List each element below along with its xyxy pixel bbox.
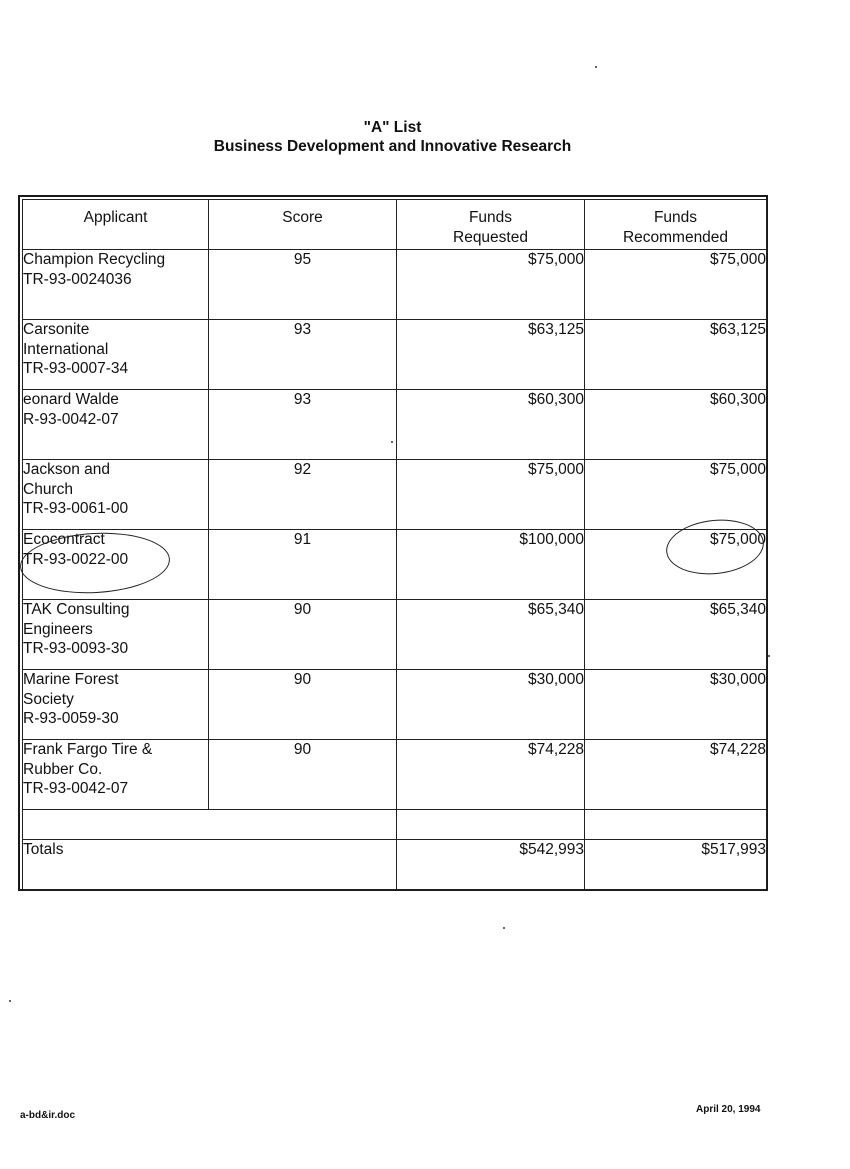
blank-cell: [397, 810, 585, 840]
header-score: Score: [209, 200, 397, 250]
blank-cell: [585, 810, 767, 840]
score-cell: 95: [209, 250, 397, 320]
score-cell: 91: [209, 530, 397, 600]
document-title: [150, 118, 635, 156]
title-line-1: "A" List: [363, 119, 422, 136]
applicant-cell: Carsonite International TR-93-0007-34: [23, 320, 209, 390]
funds-requested-cell: $30,000: [397, 670, 585, 740]
applicant-cell: Marine Forest Society R-93-0059-30: [23, 670, 209, 740]
score-cell: 90: [209, 600, 397, 670]
funds-recommended-cell: $65,340: [585, 600, 767, 670]
funds-recommended-cell: $75,000: [585, 460, 767, 530]
table-row: [23, 600, 767, 670]
scan-speck: [768, 655, 770, 657]
totals-requested: $542,993: [397, 840, 585, 890]
applicant-cell: Ecocontract TR-93-0022-00: [23, 530, 209, 600]
scan-speck: [391, 441, 393, 443]
table-row: [23, 460, 767, 530]
applicant-cell: eonard Walde R-93-0042-07: [23, 390, 209, 460]
blank-row: [23, 810, 767, 840]
applicant-cell: Frank Fargo Tire & Rubber Co. TR-93-0042-07: [23, 740, 209, 810]
header-applicant: Applicant: [23, 200, 209, 250]
funds-requested-cell: $75,000: [397, 250, 585, 320]
table-row: [23, 530, 767, 600]
applicant-cell: TAK Consulting Engineers TR-93-0093-30: [23, 600, 209, 670]
title-line-2: Business Development and Innovative Research: [213, 138, 572, 155]
funds-recommended-cell: $30,000: [585, 670, 767, 740]
scan-speck: [9, 1000, 11, 1002]
funds-requested-cell: $60,300: [397, 390, 585, 460]
funding-table: [22, 199, 767, 890]
footer-filename: a-bd&ir.doc: [20, 1110, 76, 1121]
applicant-cell: Jackson and Church TR-93-0061-00: [23, 460, 209, 530]
funds-requested-cell: $63,125: [397, 320, 585, 390]
footer-date: April 20, 1994: [696, 1104, 761, 1115]
score-cell: 93: [209, 390, 397, 460]
scan-speck: [595, 66, 597, 68]
funds-recommended-cell: $75,000: [585, 530, 767, 600]
table-row: [23, 250, 767, 320]
blank-cell: [23, 810, 397, 840]
totals-recommended: $517,993: [585, 840, 767, 890]
funds-recommended-cell: $63,125: [585, 320, 767, 390]
funds-requested-cell: $75,000: [397, 460, 585, 530]
score-cell: 90: [209, 670, 397, 740]
totals-label: Totals: [23, 840, 397, 890]
totals-row: [23, 840, 767, 890]
score-cell: 90: [209, 740, 397, 810]
table-row: [23, 670, 767, 740]
funds-requested-cell: $65,340: [397, 600, 585, 670]
table-row: [23, 320, 767, 390]
table-row: [23, 740, 767, 810]
funds-recommended-cell: $60,300: [585, 390, 767, 460]
applicant-cell: Champion Recycling TR-93-0024036: [23, 250, 209, 320]
table-header-row: [23, 200, 767, 250]
header-funds-requested: Funds Requested: [397, 200, 585, 250]
score-cell: 93: [209, 320, 397, 390]
funds-requested-cell: $74,228: [397, 740, 585, 810]
score-cell: 92: [209, 460, 397, 530]
funds-recommended-cell: $74,228: [585, 740, 767, 810]
scan-speck: [503, 927, 505, 929]
table-row: [23, 390, 767, 460]
funding-table-frame: [18, 195, 768, 891]
funds-requested-cell: $100,000: [397, 530, 585, 600]
funds-recommended-cell: $75,000: [585, 250, 767, 320]
header-funds-recommended: Funds Recommended: [585, 200, 767, 250]
